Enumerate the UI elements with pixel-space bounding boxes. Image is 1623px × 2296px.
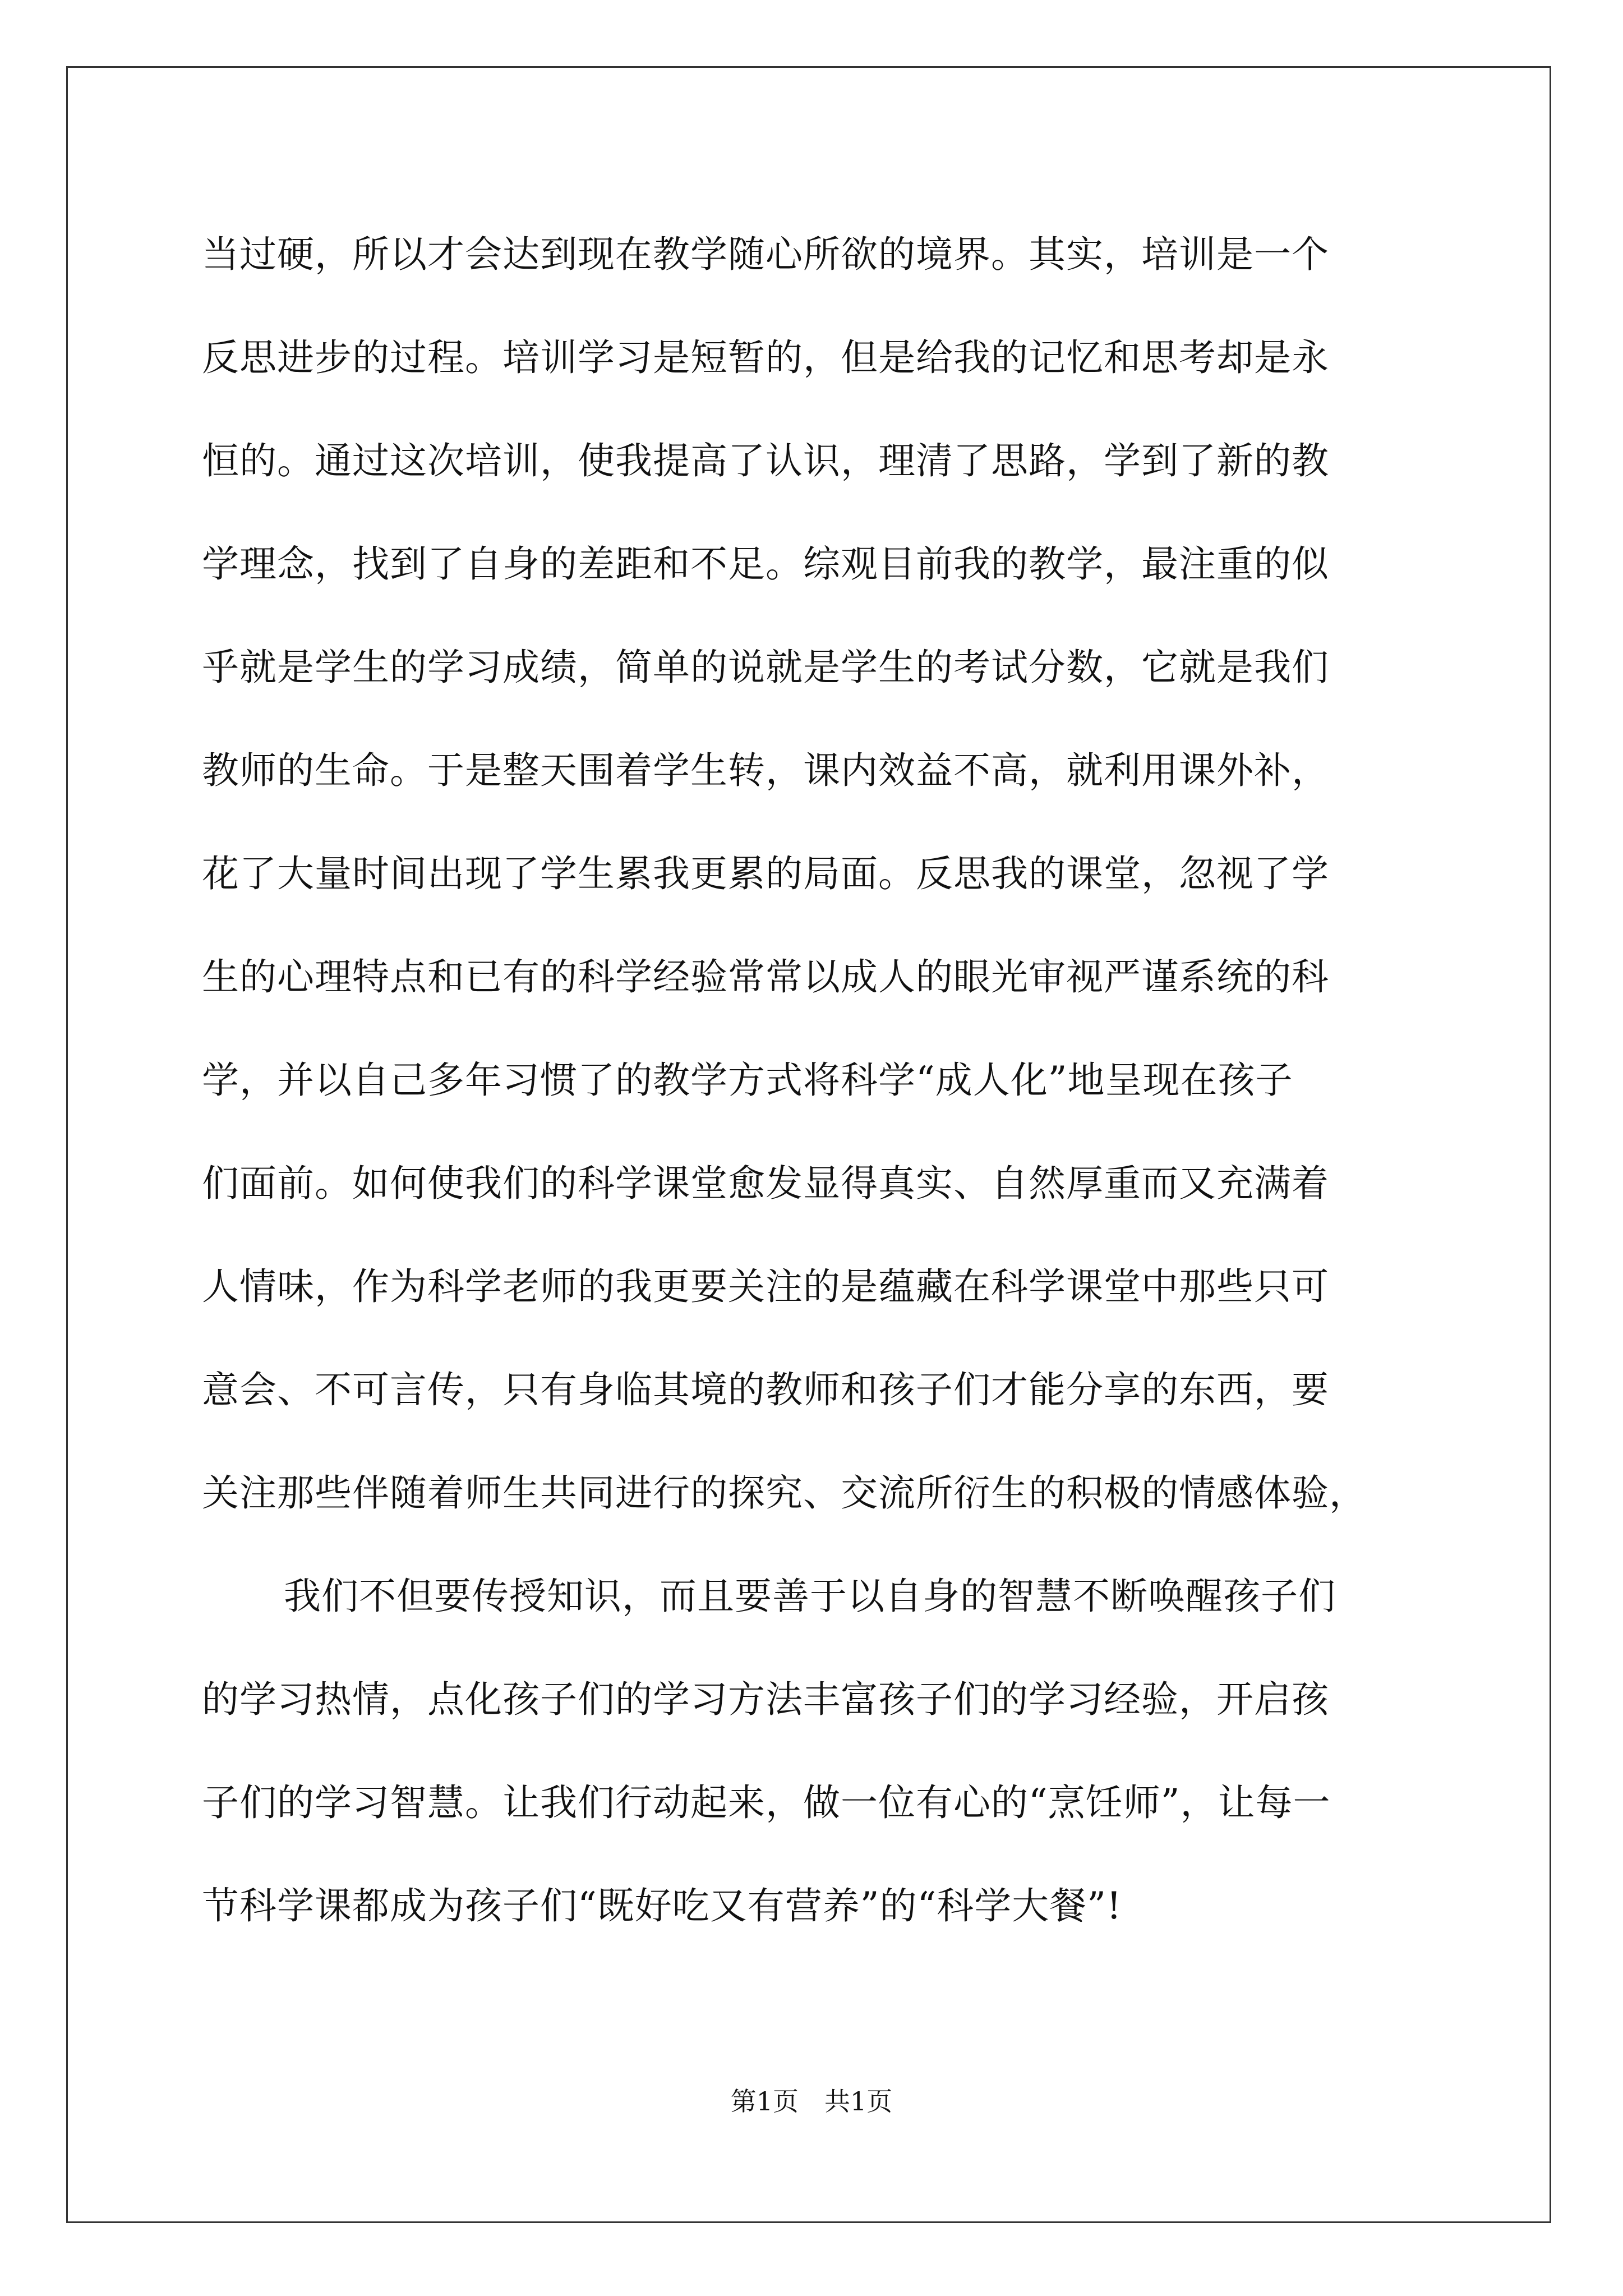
paragraph-1	[202, 203, 1436, 1545]
text-line: 节科学课都成为孩子们“既好吃又有营养”的“科学大餐”!	[202, 1884, 1122, 1927]
paragraph-2	[202, 1545, 1436, 1958]
text-line: 生的心理特点和已有的科学经验常常以成人的眼光审视严谨系统的科	[202, 955, 1329, 999]
text-line: 子们的学习智慧。让我们行动起来，做一位有心的“烹饪师”，让每一	[202, 1781, 1331, 1824]
text-line: 花了大量时间出现了学生累我更累的局面。反思我的课堂，忽视了学	[202, 852, 1329, 895]
text-line: 反思进步的过程。培训学习是短暂的，但是给我的记忆和思考却是永	[202, 336, 1329, 379]
text-line: 当过硬，所以才会达到现在教学随心所欲的境界。其实，培训是一个	[202, 233, 1329, 276]
text-line: 人情味，作为科学老师的我更要关注的是蕴藏在科学课堂中那些只可	[202, 1265, 1329, 1308]
text-line: 关注那些伴随着师生共同进行的探究、交流所衍生的积极的情感体验，	[202, 1471, 1367, 1515]
page-number-footer: 第1页 共1页	[730, 2086, 893, 2116]
text-line: 们面前。如何使我们的科学课堂愈发显得真实、自然厚重而又充满着	[202, 1162, 1329, 1205]
text-line: 我们不但要传授知识，而且要善于以自身的智慧不断唤醒孩子们	[284, 1575, 1336, 1618]
text-line: 恒的。通过这次培训，使我提高了认识，理清了思路，学到了新的教	[202, 439, 1329, 482]
text-line: 教师的生命。于是整天围着学生转，课内效益不高，就利用课外补，	[202, 749, 1329, 792]
text-line: 学，并以自己多年习惯了的教学方式将科学“成人化”地呈现在孩子	[202, 1059, 1293, 1102]
text-line: 意会、不可言传，只有身临其境的教师和孩子们才能分享的东西，要	[202, 1368, 1329, 1411]
document-body	[202, 203, 1436, 1958]
text-line: 学理念，找到了自身的差距和不足。综观目前我的教学，最注重的似	[202, 542, 1329, 586]
text-line: 乎就是学生的学习成绩，简单的说就是学生的考试分数，它就是我们	[202, 646, 1329, 689]
text-line: 的学习热情，点化孩子们的学习方法丰富孩子们的学习经验，开启孩	[202, 1678, 1329, 1721]
